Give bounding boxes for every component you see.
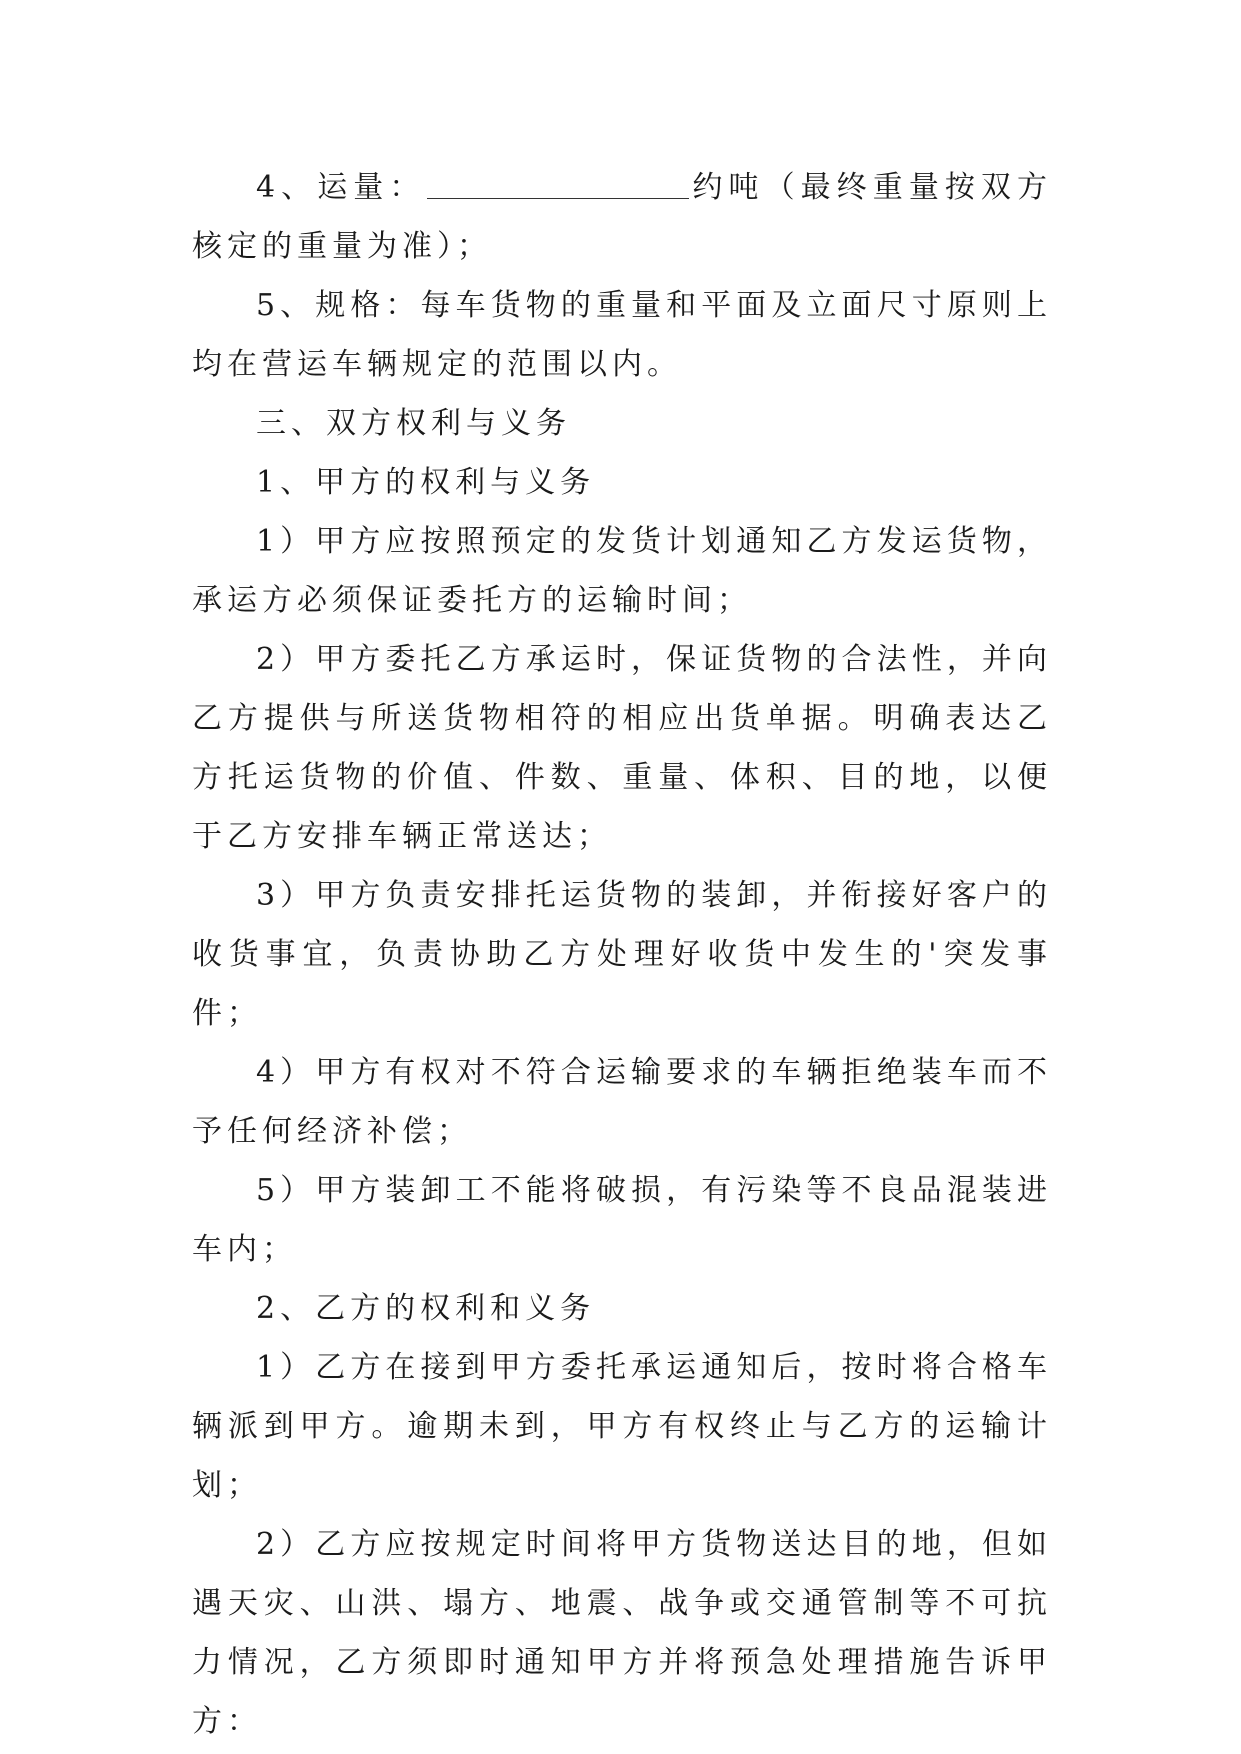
- volume-note: 约吨（最终重量按双方核定的重量为准）；: [192, 170, 1052, 264]
- party-b-item-1: 1）乙方在接到甲方委托承运通知后，按时将合格车辆派到甲方。逾期未到，甲方有权终止与乙方的运输计划；: [192, 1350, 1052, 1503]
- party-a-item-4: 4）甲方有权对不符合运输要求的车辆拒绝装车而不予任何经济补偿；: [192, 1055, 1052, 1149]
- party-a-item-3: 3）甲方负责安排托运货物的装卸，并衔接好客户的收货事宜，负责协助乙方处理好收货中发生的'突发事件；: [192, 878, 1052, 1031]
- document-body: [192, 158, 1052, 1751]
- paragraph-volume: [192, 158, 1052, 276]
- subheading-party-b: 2、乙方的权利和义务: [256, 1291, 596, 1326]
- party-b-item-2: 2）乙方应按规定时间将甲方货物送达目的地，但如遇天灾、山洪、塌方、地震、战争或交通管制等不可抗力情况，乙方须即时通知甲方并将预急处理措施告诉甲方：: [192, 1527, 1052, 1739]
- subheading-party-a: 1、甲方的权利与义务: [256, 465, 596, 500]
- party-a-item-2: 2）甲方委托乙方承运时，保证货物的合法性，并向乙方提供与所送货物相符的相应出货单据。明确表达乙方托运货物的价值、件数、重量、体积、目的地，以便于乙方安排车辆正常送达；: [192, 642, 1052, 854]
- volume-blank-field: [427, 168, 689, 199]
- party-a-item-1: 1）甲方应按照预定的发货计划通知乙方发运货物，承运方必须保证委托方的运输时间；: [192, 524, 1052, 618]
- section-heading-rights-obligations: 三、双方权利与义务: [256, 406, 571, 441]
- volume-label: 4、运量：: [256, 170, 426, 205]
- party-a-item-5: 5）甲方装卸工不能将破损，有污染等不良品混装进车内；: [192, 1173, 1052, 1267]
- paragraph-specification: 5、规格：每车货物的重量和平面及立面尺寸原则上均在营运车辆规定的范围以内。: [192, 288, 1052, 382]
